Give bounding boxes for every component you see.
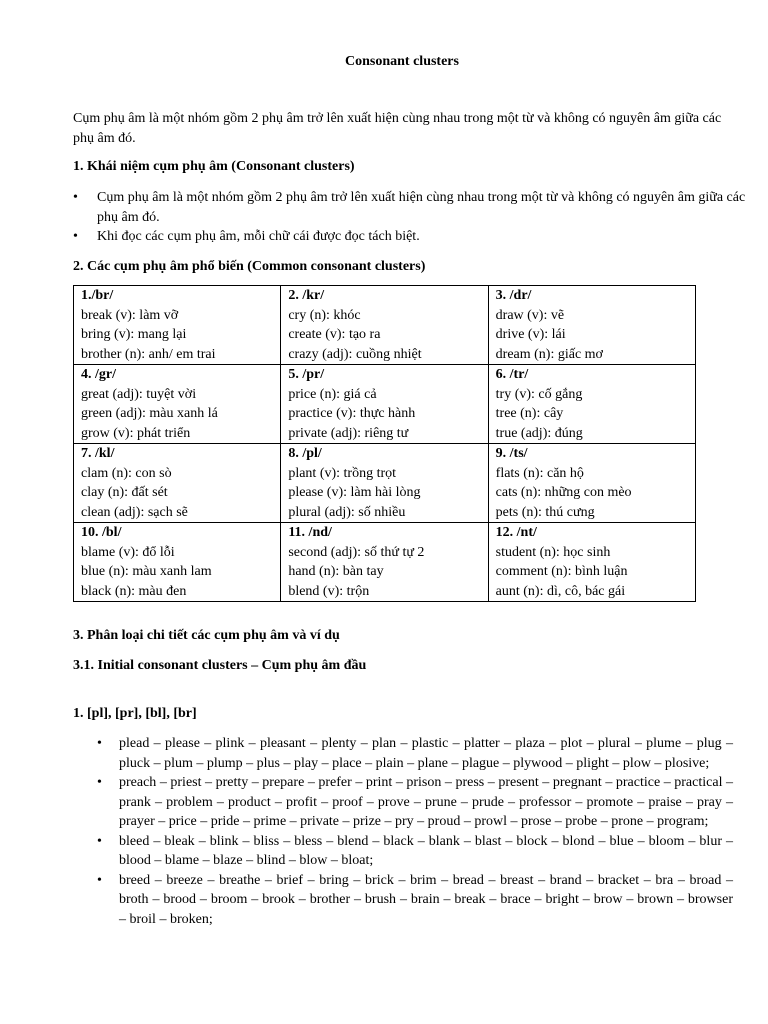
- cluster-example: clay (n): đất sét: [81, 485, 168, 500]
- cluster-heading: 11. /nd/: [288, 525, 332, 540]
- cluster-example: green (adj): màu xanh lá: [81, 406, 218, 421]
- table-row: [74, 365, 696, 444]
- list-item-text: Khi đọc các cụm phụ âm, mỗi chữ cái được đọc tách biệt.: [97, 229, 420, 244]
- intro-paragraph: Cụm phụ âm là một nhóm gồm 2 phụ âm trở lên xuất hiện cùng nhau trong một từ và không có nguyên âm giữa các phụ âm đó.: [73, 111, 722, 146]
- cluster-example: plant (v): trồng trọt: [288, 465, 397, 481]
- bullet-icon: •: [97, 872, 102, 888]
- cluster-example: blend (v): trộn: [288, 583, 370, 599]
- cluster-heading: 6. /tr/: [495, 367, 529, 382]
- cluster-words-list: [73, 734, 733, 929]
- cluster-example: please (v): làm hài lòng: [288, 485, 421, 500]
- cluster-example: private (adj): riêng tư: [288, 425, 409, 441]
- cluster-example: price (n): giá cả: [288, 386, 377, 402]
- table-row: [74, 444, 696, 523]
- cluster-heading: 7. /kl/: [81, 446, 115, 461]
- cluster-example: bring (v): mang lại: [81, 327, 187, 342]
- cluster-example: cry (n): khóc: [288, 307, 361, 323]
- list-item: [73, 773, 733, 832]
- list-item: [73, 871, 733, 930]
- cluster-example: black (n): màu đen: [81, 583, 187, 599]
- cluster-example: practice (v): thực hành: [288, 406, 416, 421]
- table-cell: [74, 444, 281, 523]
- section-3-heading: 3. Phân loại chi tiết các cụm phụ âm và ví dụ: [73, 628, 340, 643]
- cluster-example: second (adj): số thứ tự 2: [288, 544, 425, 560]
- cluster-example: plural (adj): số nhiều: [288, 504, 406, 520]
- list-item-text: breed – breeze – breathe – brief – bring – brick – brim – bread – breast – brand – bracket – bra – broad – broth – brood – broom – brook – brother – brush – brain – break – brace – bright – brow – brown – browser – broil – broken;: [119, 872, 733, 927]
- table-row: [74, 286, 696, 365]
- page-title: Consonant clusters: [345, 54, 459, 69]
- cluster-heading: 5. /pr/: [288, 367, 325, 382]
- list-item-text: Cụm phụ âm là một nhóm gồm 2 phụ âm trở lên xuất hiện cùng nhau trong một từ và không có nguyên âm giữa các phụ âm đó.: [97, 190, 746, 225]
- cluster-example: student (n): học sinh: [495, 544, 611, 560]
- cluster-example: cats (n): những con mèo: [495, 485, 632, 500]
- cluster-heading: 4. /gr/: [81, 367, 116, 382]
- cluster-example: blame (v): đổ lỗi: [81, 544, 175, 560]
- cluster-example: pets (n): thú cưng: [495, 504, 595, 520]
- bullet-icon: •: [73, 190, 78, 205]
- section-2-heading: 2. Các cụm phụ âm phổ biến (Common consonant clusters): [73, 259, 426, 274]
- list-item-text: plead – please – plink – pleasant – plenty – plan – plastic – platter – plaza – plot – plural – plume – plug – pluck – plum – plump – plus – play – place – plain – plane – plague – plywood – plight – plow – plosive;: [119, 736, 733, 771]
- bullet-icon: •: [73, 229, 78, 244]
- cluster-group-heading: 1. [pl], [pr], [bl], [br]: [73, 706, 197, 721]
- cluster-example: create (v): tạo ra: [288, 327, 381, 342]
- list-item-text: bleed – bleak – blink – bliss – bless – blend – black – blank – blast – block – blond – blue – bloom – blur – blood – blame – blaze – blind – blow – bloat;: [119, 833, 733, 868]
- cluster-example: clam (n): con sò: [81, 465, 172, 481]
- cluster-heading: 2. /kr/: [288, 288, 325, 303]
- clusters-table: [73, 285, 696, 602]
- bullet-icon: •: [97, 833, 102, 849]
- table-cell: [74, 365, 281, 444]
- section-1-heading: 1. Khái niệm cụm phụ âm (Consonant clusters): [73, 159, 355, 174]
- cluster-example: draw (v): vẽ: [495, 307, 565, 323]
- cluster-example: crazy (adj): cuồng nhiệt: [288, 346, 422, 362]
- cluster-example: comment (n): bình luận: [495, 564, 628, 579]
- cluster-example: aunt (n): dì, cô, bác gái: [495, 583, 626, 599]
- table-cell: [74, 286, 281, 365]
- table-cell: [488, 365, 695, 444]
- list-item-text: preach – priest – pretty – prepare – prefer – print – prison – press – present – pregnant – practice – practical – prank – problem – product – profit – proof – prove – prune – prude – professor – promote – praise – pray – prayer – price – pride – prime – private – prize – pry – proud – prowl – prose – probe – prone – program;: [119, 775, 733, 829]
- table-cell: [281, 365, 488, 444]
- section-3-1-heading: 3.1. Initial consonant clusters – Cụm phụ âm đầu: [73, 658, 367, 673]
- cluster-example: hand (n): bàn tay: [288, 564, 384, 579]
- table-row: [74, 523, 696, 602]
- table-cell: [281, 523, 488, 602]
- list-item: [73, 188, 753, 227]
- cluster-example: tree (n): cây: [495, 406, 564, 421]
- cluster-example: flats (n): căn hộ: [495, 465, 584, 481]
- cluster-heading: 3. /dr/: [495, 288, 532, 303]
- table-cell: [281, 286, 488, 365]
- list-item: [73, 832, 733, 871]
- cluster-example: grow (v): phát triển: [81, 425, 191, 441]
- section-1-bullet-list: [73, 188, 753, 247]
- bullet-icon: •: [97, 736, 102, 751]
- table-cell: [488, 523, 695, 602]
- table-cell: [488, 444, 695, 523]
- cluster-heading: 9. /ts/: [495, 446, 528, 461]
- cluster-example: blue (n): màu xanh lam: [81, 564, 212, 579]
- table-cell: [281, 444, 488, 523]
- cluster-example: drive (v): lái: [495, 327, 566, 342]
- cluster-example: great (adj): tuyệt vời: [81, 386, 197, 402]
- cluster-example: try (v): cố gắng: [495, 386, 583, 402]
- list-item: [73, 227, 753, 247]
- list-item: [73, 734, 733, 773]
- cluster-example: dream (n): giấc mơ: [495, 346, 603, 362]
- cluster-heading: 12. /nt/: [495, 525, 537, 540]
- cluster-heading: 10. /bl/: [81, 525, 122, 540]
- cluster-example: brother (n): anh/ em trai: [81, 346, 216, 362]
- bullet-icon: •: [97, 775, 102, 790]
- cluster-example: break (v): làm vỡ: [81, 307, 179, 323]
- table-cell: [74, 523, 281, 602]
- cluster-example: clean (adj): sạch sẽ: [81, 504, 188, 520]
- cluster-heading: 1./br/: [81, 288, 114, 303]
- cluster-heading: 8. /pl/: [288, 446, 322, 461]
- table-cell: [488, 286, 695, 365]
- cluster-example: true (adj): đúng: [495, 425, 583, 441]
